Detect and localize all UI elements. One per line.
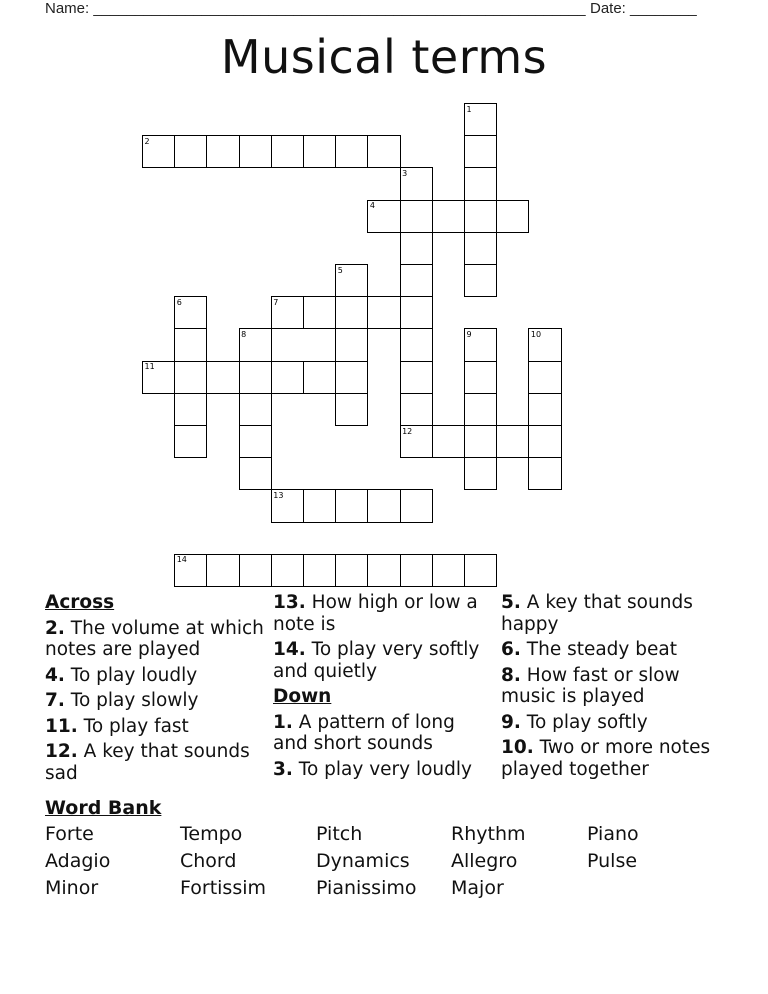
crossword-cell[interactable] (239, 457, 272, 490)
crossword-cell[interactable] (206, 135, 239, 168)
word-bank-word: Adagio (45, 850, 111, 872)
crossword-cell[interactable] (174, 135, 207, 168)
crossword-cell[interactable] (303, 135, 336, 168)
crossword-cell[interactable] (174, 393, 207, 426)
word-bank-word: Pulse (587, 850, 638, 872)
word-bank-word: Dynamics (316, 850, 410, 872)
crossword-cell[interactable] (528, 425, 561, 458)
word-bank-word: Pitch (316, 823, 363, 845)
clue-number: 7 (273, 297, 279, 307)
crossword-cell[interactable] (303, 296, 336, 329)
clue-item (501, 639, 731, 661)
clue-number: 1 (466, 104, 472, 114)
crossword-cell[interactable] (464, 135, 497, 168)
page-title: Musical terms (220, 30, 548, 84)
date-field-label[interactable]: Date: ________ (590, 0, 697, 17)
clue-item (501, 665, 731, 708)
clue-item (273, 592, 495, 635)
crossword-cell[interactable] (400, 232, 433, 265)
clue-item-number: 14. (273, 639, 306, 660)
word-bank-word: Piano (587, 823, 639, 845)
clue-item-text: To play softly (520, 711, 648, 733)
crossword-cell[interactable] (464, 361, 497, 394)
down-clue-list (273, 712, 495, 781)
clue-item-number: 10. (501, 737, 534, 758)
crossword-cell[interactable] (464, 554, 497, 587)
crossword-cell[interactable] (496, 425, 529, 458)
crossword-cell[interactable] (400, 200, 433, 233)
crossword-cell[interactable] (367, 489, 400, 522)
clue-item (45, 618, 270, 661)
clue-item-text: To play very softly and quietly (273, 639, 480, 682)
clue-item-text: A key that sounds sad (45, 741, 250, 784)
crossword-cell[interactable] (239, 425, 272, 458)
crossword-cell[interactable] (464, 200, 497, 233)
word-bank-word: Allegro (451, 850, 518, 872)
clue-number: 4 (369, 201, 375, 211)
clue-item-text: How high or low a note is (273, 592, 478, 635)
crossword-cell[interactable] (239, 361, 272, 394)
crossword-cell[interactable] (432, 200, 465, 233)
crossword-cell[interactable] (464, 393, 497, 426)
clue-number: 10 (530, 329, 542, 339)
clue-number: 8 (241, 329, 247, 339)
clue-item-number: 1. (273, 711, 293, 733)
clues-column-3 (501, 592, 731, 784)
clue-item (45, 716, 270, 738)
crossword-cell[interactable] (528, 457, 561, 490)
crossword-cell[interactable] (206, 361, 239, 394)
crossword-cell[interactable] (464, 425, 497, 458)
crossword-cell[interactable] (174, 328, 207, 361)
crossword-cell[interactable] (303, 361, 336, 394)
clue-number: 9 (466, 329, 472, 339)
crossword-cell[interactable] (335, 135, 368, 168)
crossword-cell[interactable] (496, 200, 529, 233)
crossword-cell[interactable] (400, 554, 433, 587)
clue-item-number: 12. (45, 741, 78, 762)
clue-item (501, 592, 731, 635)
crossword-cell[interactable] (271, 135, 304, 168)
word-bank-word: Rhythm (451, 823, 526, 845)
clue-item-number: 13. (273, 592, 306, 613)
crossword-cell[interactable] (400, 264, 433, 297)
clue-item-number: 7. (45, 690, 65, 711)
crossword-cell[interactable] (206, 554, 239, 587)
crossword-cell[interactable] (335, 393, 368, 426)
word-bank-title: Word Bank (45, 797, 162, 819)
down-heading: Down (273, 686, 332, 707)
crossword-cell[interactable] (367, 135, 400, 168)
crossword-cell[interactable] (528, 361, 561, 394)
crossword-cell[interactable] (303, 489, 336, 522)
clue-item-number: 8. (501, 664, 521, 686)
crossword-cell[interactable] (335, 361, 368, 394)
word-bank-word: Forte (45, 823, 94, 845)
clue-item-number: 3. (273, 758, 293, 780)
clue-item-text: The volume at which notes are played (45, 617, 264, 660)
clue-number: 3 (402, 168, 408, 178)
crossword-cell[interactable] (400, 393, 433, 426)
clue-item-number: 11. (45, 715, 78, 737)
clue-number: 6 (176, 297, 182, 307)
word-bank-word: Chord (180, 850, 237, 872)
clue-item (45, 690, 270, 712)
clue-number: 14 (176, 555, 187, 565)
crossword-cell[interactable] (271, 361, 304, 394)
name-field-label[interactable]: Name: ___________________________________________________________ (45, 0, 586, 17)
crossword-cell[interactable] (303, 554, 336, 587)
clue-item (45, 741, 270, 784)
clue-item-number: 5. (501, 592, 521, 613)
clues-column-1 (45, 592, 270, 788)
clue-item-text: How fast or slow music is played (501, 664, 680, 707)
crossword-cell[interactable] (528, 393, 561, 426)
clue-item-number: 6. (501, 639, 521, 660)
clue-item (273, 639, 495, 682)
word-bank-word: Major (451, 877, 504, 899)
clue-item-text: Two or more notes played together (501, 737, 711, 780)
crossword-cell[interactable] (271, 554, 304, 587)
crossword-cell[interactable] (400, 296, 433, 329)
clue-item-text: The steady beat (520, 639, 677, 660)
clue-item (273, 759, 495, 781)
clue-item (501, 712, 731, 734)
word-bank-word: Pianissimo (316, 877, 417, 899)
clue-item-text: To play fast (77, 715, 189, 737)
crossword-cell[interactable] (367, 554, 400, 587)
clue-number: 5 (337, 265, 343, 275)
clue-item-text: A key that sounds happy (501, 592, 693, 635)
crossword-cell[interactable] (464, 457, 497, 490)
crossword-cell[interactable] (335, 489, 368, 522)
word-bank-word: Tempo (180, 823, 243, 845)
crossword-cell[interactable] (174, 425, 207, 458)
crossword-cell[interactable] (174, 361, 207, 394)
clues-column-2 (273, 592, 495, 784)
clue-item (45, 665, 270, 687)
clue-number: 13 (273, 490, 284, 500)
crossword-cell[interactable] (464, 167, 497, 200)
crossword-cell[interactable] (239, 393, 272, 426)
crossword-cell[interactable] (400, 328, 433, 361)
crossword-cell[interactable] (464, 264, 497, 297)
crossword-cell[interactable] (335, 328, 368, 361)
crossword-cell[interactable] (432, 425, 465, 458)
crossword-cell[interactable] (335, 296, 368, 329)
crossword-cell[interactable] (400, 489, 433, 522)
clue-item-text: To play very loudly (292, 758, 472, 780)
word-bank-word: Minor (45, 877, 99, 899)
clue-item-number: 4. (45, 664, 65, 686)
clue-number: 2 (144, 136, 150, 146)
clue-item-number: 2. (45, 617, 65, 639)
clue-item-text: To play loudly (64, 664, 198, 686)
crossword-cell[interactable] (335, 554, 368, 587)
clue-item-text: To play slowly (64, 690, 199, 711)
across-clue-list-continued (273, 592, 495, 682)
clue-item (501, 737, 731, 780)
clue-item (273, 712, 495, 755)
clue-item-text: A pattern of long and short sounds (273, 711, 455, 754)
clue-item-number: 9. (501, 711, 521, 733)
crossword-cell[interactable] (239, 135, 272, 168)
crossword-cell[interactable] (432, 554, 465, 587)
across-heading: Across (45, 592, 115, 613)
crossword-cell[interactable] (400, 361, 433, 394)
clue-number: 12 (402, 426, 413, 436)
crossword-cell[interactable] (464, 232, 497, 265)
clue-number: 11 (144, 362, 155, 372)
down-clue-list-continued (501, 592, 731, 780)
across-clue-list (45, 618, 270, 785)
crossword-cell[interactable] (367, 296, 400, 329)
crossword-cell[interactable] (239, 554, 272, 587)
word-bank-word: Fortissim (180, 877, 267, 899)
